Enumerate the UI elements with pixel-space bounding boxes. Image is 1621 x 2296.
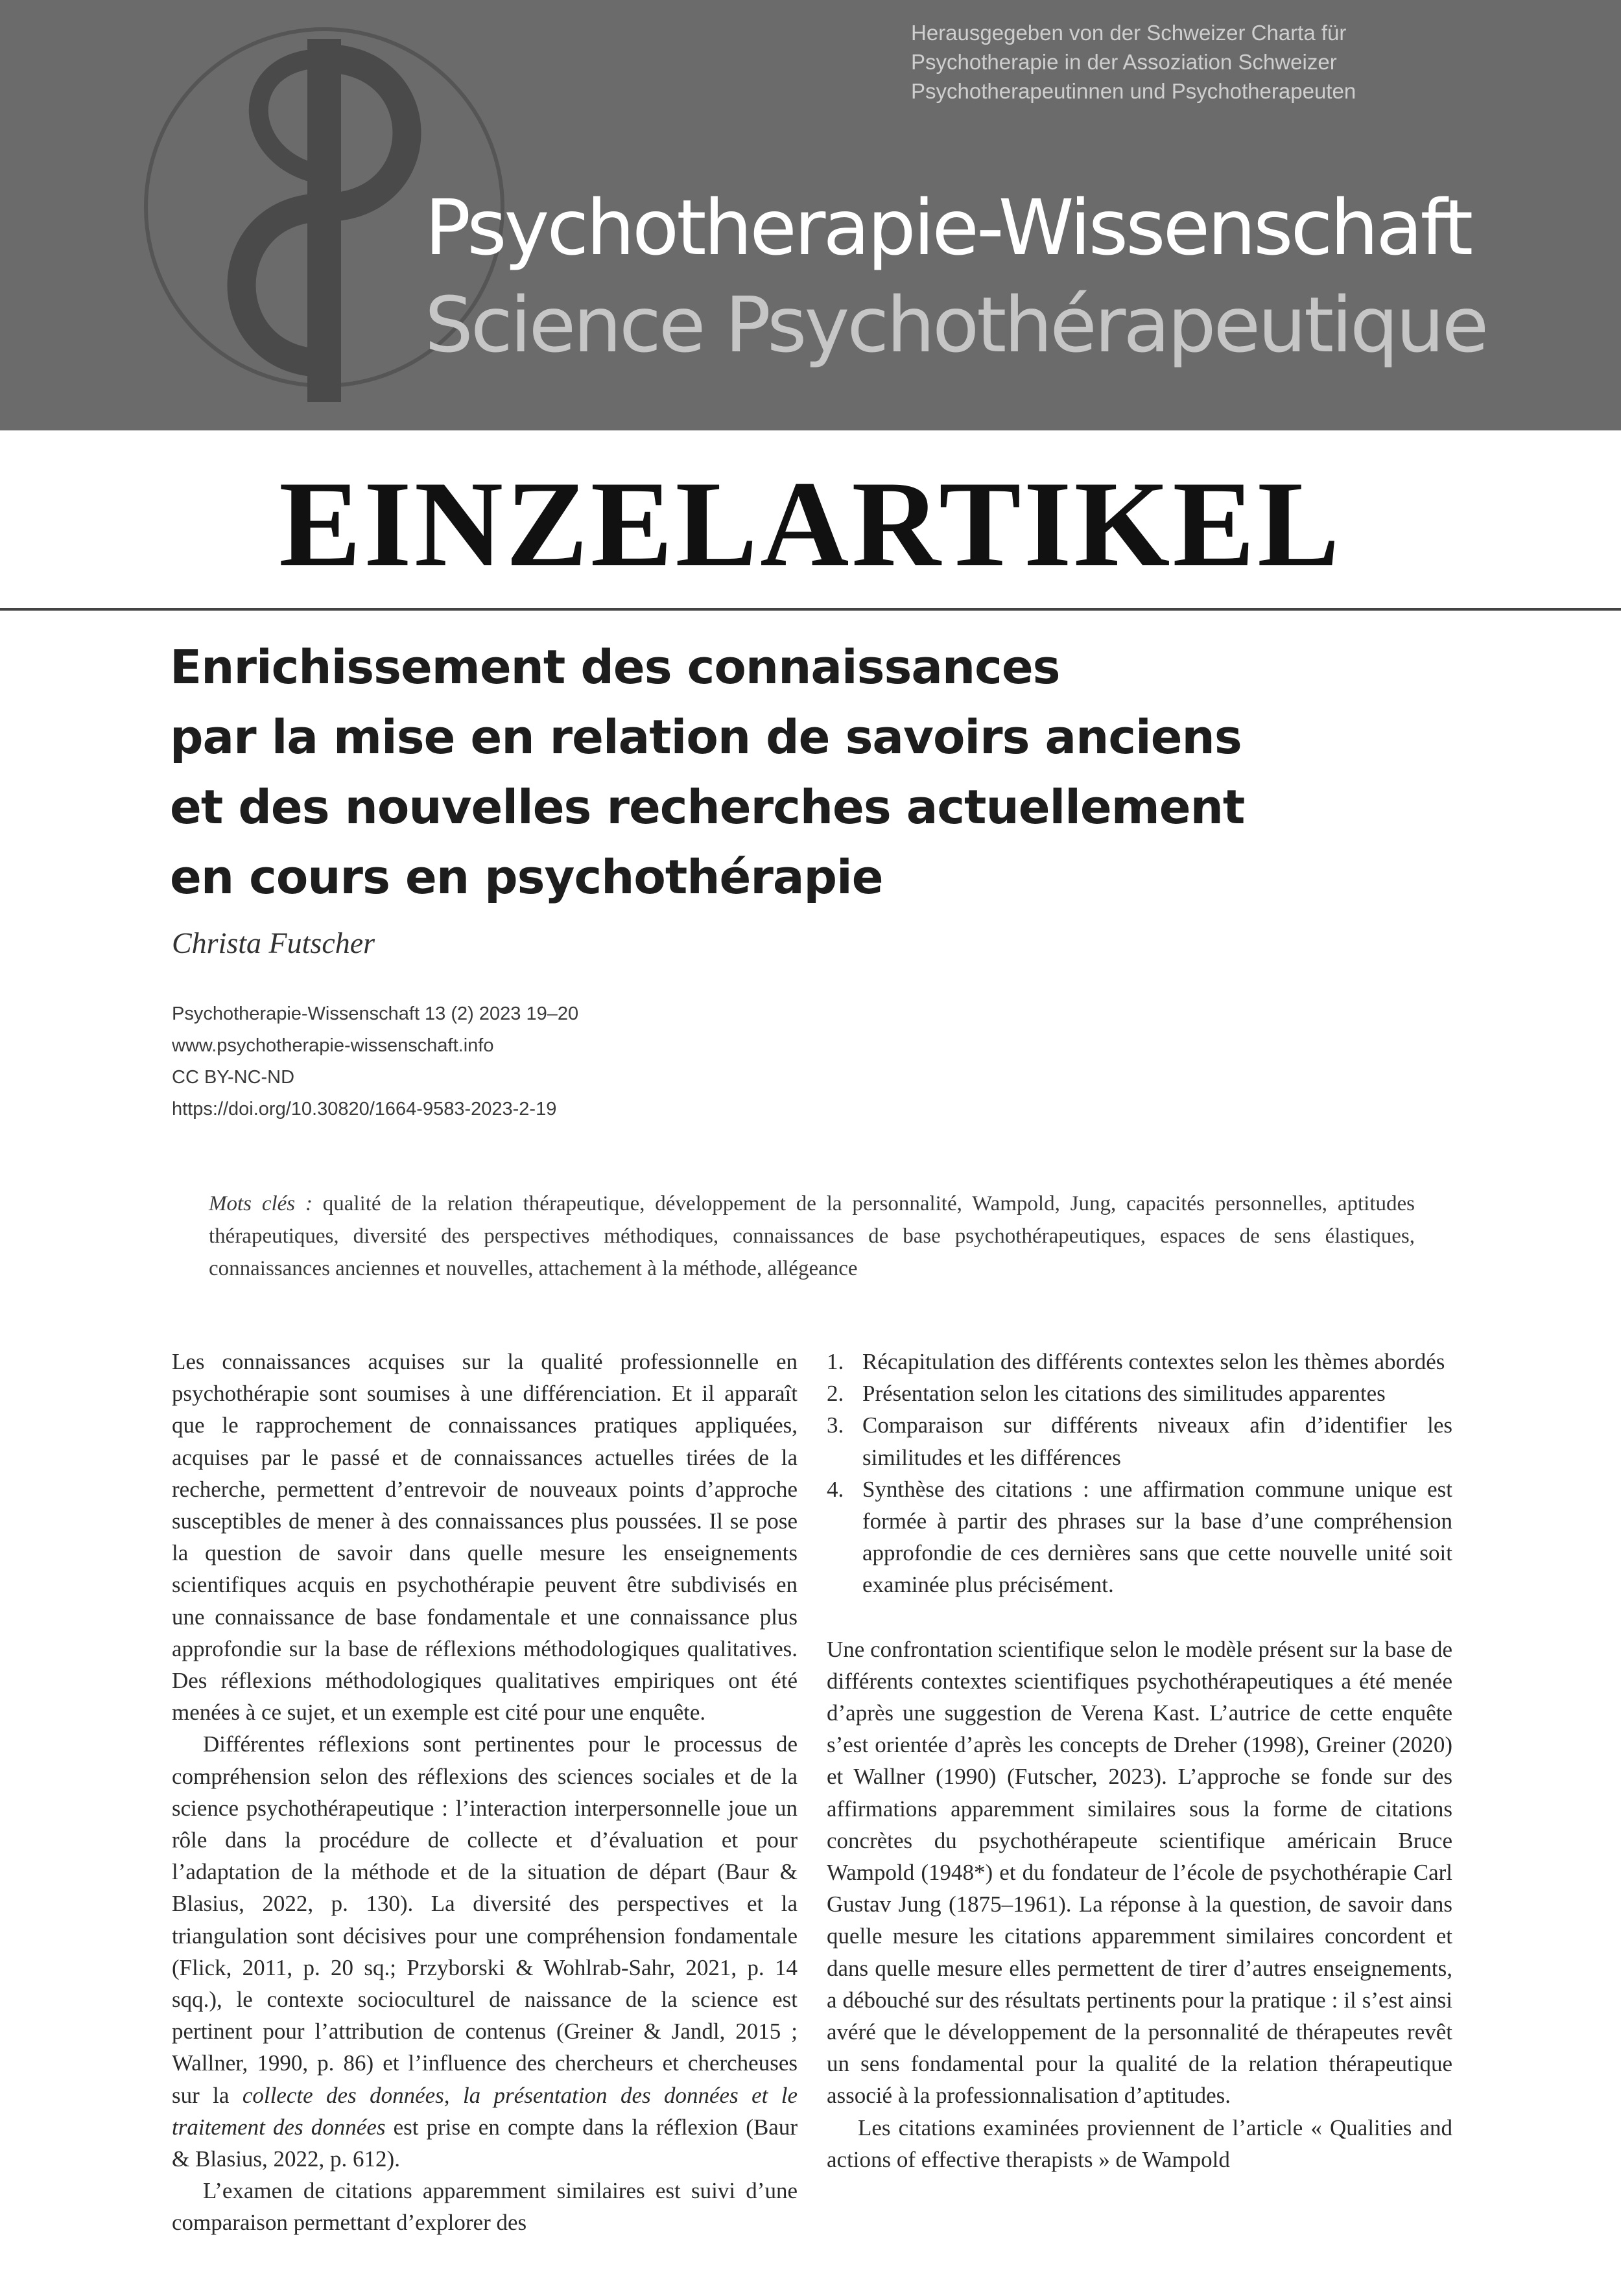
list-item xyxy=(827,1409,1452,1473)
list-text: Présentation selon les citations des similitudes apparentes xyxy=(862,1381,1386,1407)
journal-title-german: Psychotherapie-Wissenschaft xyxy=(425,183,1471,272)
article-metadata xyxy=(172,998,578,1125)
journal-title-french: Science Psychothérapeutique xyxy=(425,280,1487,369)
list-number: 2. xyxy=(827,1381,844,1407)
divider xyxy=(0,608,1621,611)
list-item xyxy=(827,1473,1452,1601)
keywords-text: qualité de la relation thérapeutique, développement de la personnalité, Wampold, Jung, capacités personnelles, aptitudes thérapeutiques, diversité des perspectives méthodiques, connaissances de base psychothérapeutiques, espaces de sens élastiques, connaissances anciennes et nouvelles, attachement à la méthode, allégeance xyxy=(209,1192,1415,1280)
article-title-line: par la mise en relation de savoirs anciens xyxy=(170,710,1242,764)
body-column-left xyxy=(172,1346,798,2239)
article-title-line: en cours en psychothérapie xyxy=(170,850,883,904)
citation: Psychotherapie-Wissenschaft 13 (2) 2023 19–20 xyxy=(172,1003,579,1024)
paragraph xyxy=(172,1728,798,2175)
journal-banner xyxy=(0,0,1621,430)
list-item xyxy=(827,1377,1452,1409)
section-label: EINZELARTIKEL xyxy=(279,456,1342,592)
list-text: Récapitulation des différents contextes selon les thèmes abordés xyxy=(862,1349,1445,1374)
keywords-label: Mots clés : xyxy=(209,1192,313,1215)
list-text: Comparaison sur différents niveaux afin d’identifier les similitudes et les différences xyxy=(862,1412,1452,1470)
publisher-note xyxy=(911,18,1598,106)
paragraph-text: est prise en compte dans la réflexion (Baur & Blasius, 2022, p. 612). xyxy=(172,2114,798,2172)
article-title-line: Enrichissement des connaissances xyxy=(170,640,1060,694)
paragraph: Les citations examinées proviennent de l’article « Qualities and actions of effective therapists » de Wampold xyxy=(827,2114,1452,2172)
doi-link[interactable]: https://doi.org/10.30820/1664-9583-2023-2-19 xyxy=(172,1099,557,1119)
article-title-line: et des nouvelles recherches actuellement xyxy=(170,780,1245,834)
publisher-line: Herausgegeben von der Schweizer Charta für xyxy=(911,21,1347,45)
list-number: 4. xyxy=(827,1476,844,1502)
paragraph-text: Différentes réflexions sont pertinentes pour le processus de compréhension selon des réflexions des sciences sociales et de la science psychothérapeutique : l’interaction interpersonnelle joue un rôle dans la procédure de collecte et d’évaluation et pour l’adaptation de la méthode et de la situation de départ (Baur & Blasius, 2022, p. 130). La diversité des perspectives et la triangulation sont décisives pour une compréhension fondamentale (Flick, 2011, p. 20 sq.; Przyborski & Wohlrab-Sahr, 2021, p. 14 sqq.), le contexte socioculturel de naissance de la science est pertinent pour l’attribution de contenus (Greiner & Jandl, 2015 ; Wallner, 1990, p. 86) et l’influence des chercheurs et chercheuses sur la xyxy=(172,1731,798,2108)
article-title xyxy=(170,632,1467,912)
website-link[interactable]: www.psychotherapie-wissenschaft.info xyxy=(172,1035,494,1056)
paragraph: L’examen de citations apparemment similaires est suivi d’une comparaison permettant d’explorer des xyxy=(172,2178,798,2236)
body-column-right xyxy=(827,1346,1452,2175)
list-item xyxy=(827,1346,1452,1377)
list-number: 1. xyxy=(827,1349,844,1374)
paragraph-emphasis: collecte des données, la présentation des données et le traitement des données xyxy=(172,2082,798,2140)
keywords xyxy=(209,1188,1415,1285)
numbered-list xyxy=(827,1346,1452,1601)
license: CC BY-NC-ND xyxy=(172,1067,295,1088)
publisher-line: Psychotherapeutinnen und Psychotherapeuten xyxy=(911,79,1356,103)
author-name: Christa Futscher xyxy=(172,926,375,959)
paragraph: Une confrontation scientifique selon le modèle présent sur la base de différents contextes scientifiques psychothérapeutiques a été menée d’après une suggestion de Verena Kast. L’autrice de cette enquête s’est orientée d’après les concepts de Dreher (1998), Greiner (2020) et Wallner (1990) (Futscher, 2023). L’approche se fonde sur des affirmations apparemment similaires sous la forme de citations concrètes du psychothérapeute scientifique américain Bruce Wampold (1948*) et du fondateur de l’école de psychothérapie Carl Gustav Jung (1875–1961). La réponse à la question, de savoir dans quelle mesure les citations apparemment similaires concordent et dans quelle mesure elles permettent de tirer d’autres enseignements, a débouché sur des résultats pertinents pour la pratique : il s’est ainsi avéré que le développement de la personnalité de thérapeutes revêt un sens fondamental pour la qualité de la relation thérapeutique associé à la professionnalisation d’aptitudes. xyxy=(827,1636,1452,2109)
paragraph: Les connaissances acquises sur la qualité professionnelle en psychothérapie sont soumises à une différenciation. Et il apparaît que le rapprochement de connaissances pratiques appliquées, acquises par le passé et de connaissances actuelles tirées de la recherche, permettent d’entrevoir de nouveaux points d’approche susceptibles de mener à des connaissances plus poussées. Il se pose la question de savoir dans quelle mesure les enseignements scientifiques acquis en psychothérapie peuvent être subdivisés en une connaissance de base fondamentale et une connaissance plus approfondie sur la base de réflexions méthodologiques qualitatives. Des réflexions méthodologiques qualitatives empiriques ont été menées à ce sujet, et un exemple est cité pour une enquête. xyxy=(172,1349,798,1726)
list-text: Synthèse des citations : une affirmation commune unique est formée à partir des phrases sur la base d’une compréhension approfondie de ces dernières sans que cette nouvelle unité soit examinée plus précisément. xyxy=(862,1476,1452,1598)
publisher-line: Psychotherapie in der Assoziation Schweizer xyxy=(911,50,1337,74)
list-number: 3. xyxy=(827,1412,844,1438)
